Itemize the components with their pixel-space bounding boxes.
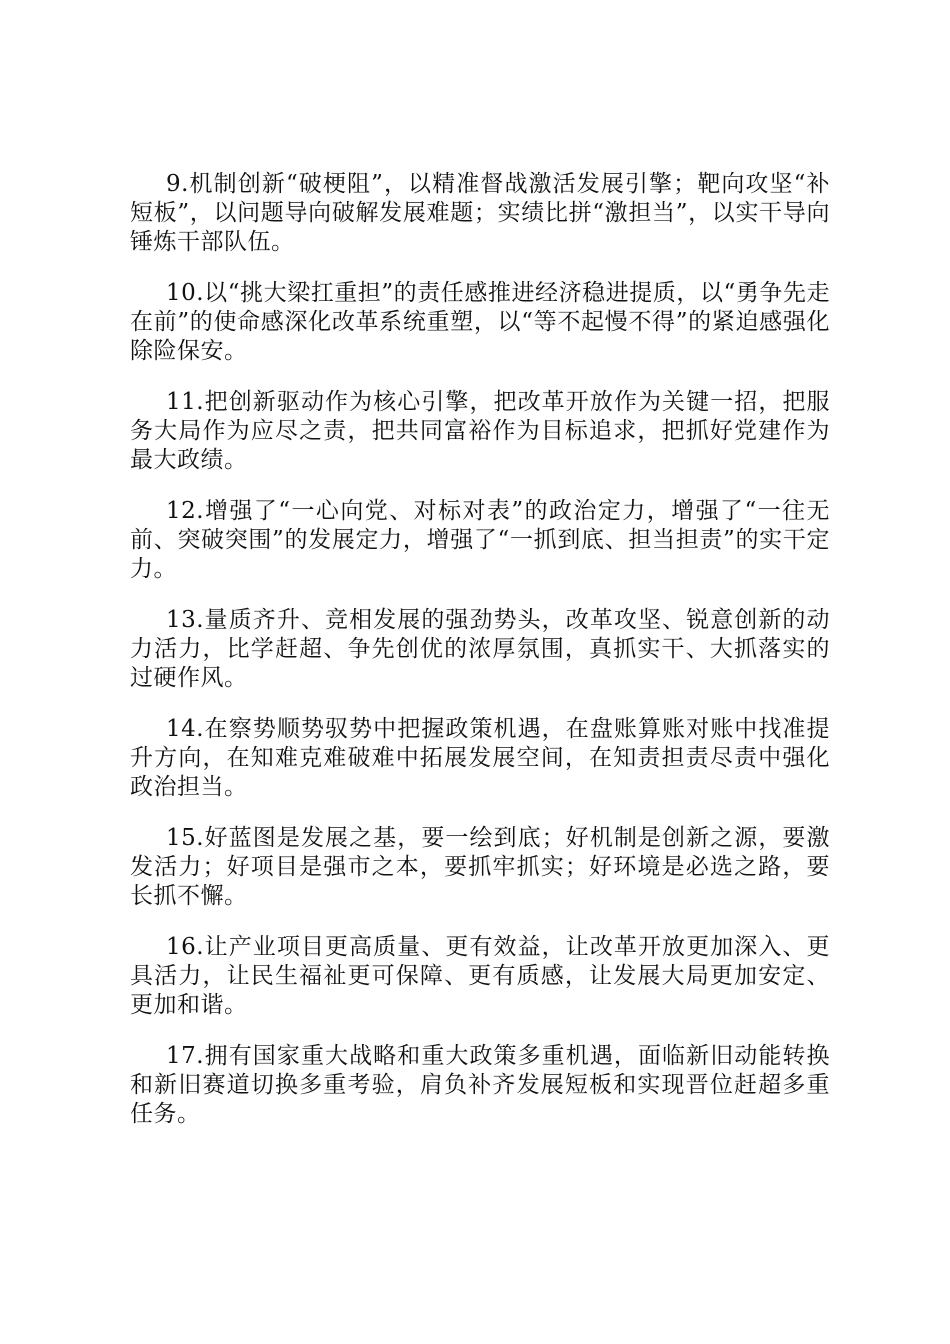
paragraph-11: 11.把创新驱动作为核心引擎，把改革开放作为关键一招，把服务大局作为应尽之责，把共同富裕作为目标追求，把抓好党建作为最大政绩。 [130, 389, 830, 473]
paragraph-13: 13.量质齐升、竞相发展的强劲势头，改革攻坚、锐意创新的动力活力，比学赶超、争先创优的浓厚氛围，真抓实干、大抓落实的过硬作风。 [130, 607, 830, 691]
paragraph-17: 17.拥有国家重大战略和重大政策多重机遇，面临新旧动能转换和新旧赛道切换多重考验，肩负补齐发展短板和实现晋位赶超多重任务。 [130, 1043, 830, 1127]
paragraph-14: 14.在察势顺势驭势中把握政策机遇，在盘账算账对账中找准提升方向，在知难克难破难中拓展发展空间，在知责担责尽责中强化政治担当。 [130, 716, 830, 800]
paragraph-12: 12.增强了“一心向党、对标对表”的政治定力，增强了“一往无前、突破突围”的发展定力，增强了“一抓到底、担当担责”的实干定力。 [130, 498, 830, 582]
document-body [130, 170, 830, 1151]
paragraph-10: 10.以“挑大梁扛重担”的责任感推进经济稳进提质，以“勇争先走在前”的使命感深化改革系统重塑，以“等不起慢不得”的紧迫感强化除险保安。 [130, 280, 830, 364]
paragraph-16: 16.让产业项目更高质量、更有效益，让改革开放更加深入、更具活力，让民生福祉更可保障、更有质感，让发展大局更加安定、更加和谐。 [130, 934, 830, 1018]
paragraph-9: 9.机制创新“破梗阻”，以精准督战激活发展引擎；靶向攻坚“补短板”，以问题导向破解发展难题；实绩比拼“激担当”，以实干导向锤炼干部队伍。 [130, 171, 830, 255]
paragraph-15: 15.好蓝图是发展之基，要一绘到底；好机制是创新之源，要激发活力；好项目是强市之本，要抓牢抓实；好环境是必选之路，要长抓不懈。 [130, 825, 830, 909]
